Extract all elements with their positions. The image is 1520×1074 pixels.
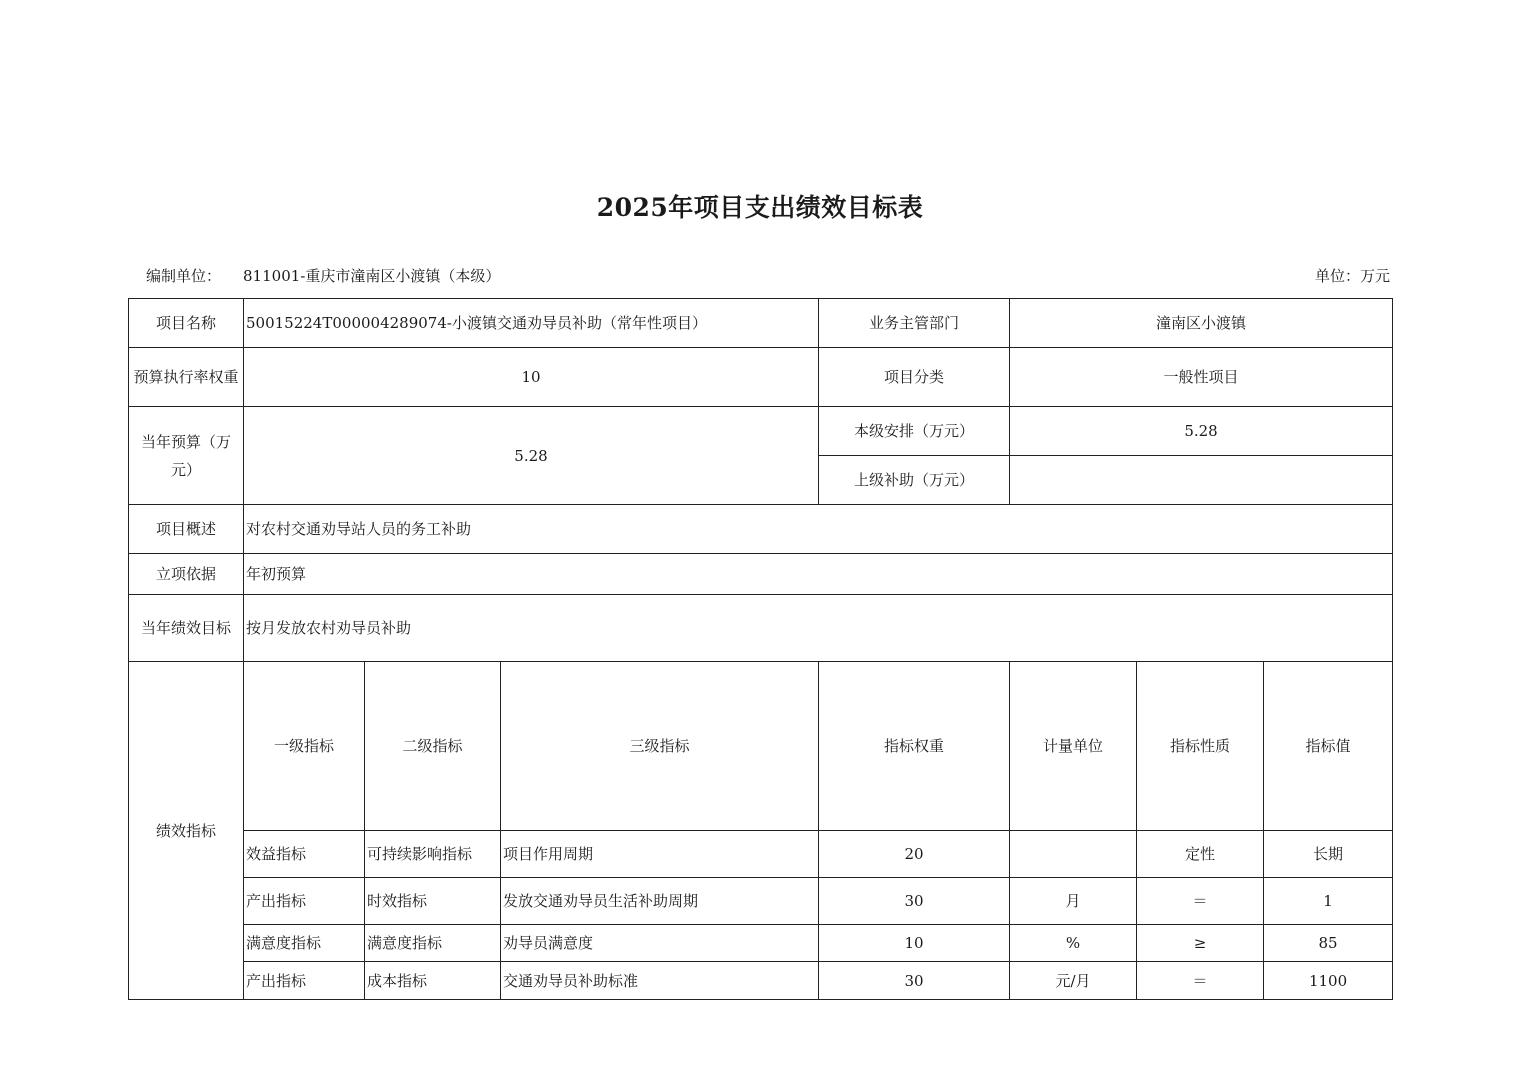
level1-cell: 满意度指标 <box>244 925 365 962</box>
level3-cell: 劝导员满意度 <box>501 925 819 962</box>
nature-cell: ＝ <box>1137 878 1264 925</box>
table-row <box>129 831 1393 878</box>
indicators-label: 绩效指标 <box>129 662 244 1000</box>
level1-cell: 效益指标 <box>244 831 365 878</box>
header-weight: 指标权重 <box>819 662 1010 831</box>
budget-value: 5.28 <box>244 407 819 505</box>
level2-cell: 满意度指标 <box>365 925 501 962</box>
weight-value: 10 <box>244 348 819 407</box>
overview-value: 对农村交通劝导站人员的务工补助 <box>244 505 1393 554</box>
page-title: 2025年项目支出绩效目标表 <box>596 193 924 222</box>
goal-label: 当年绩效目标 <box>129 595 244 662</box>
level1-cell: 产出指标 <box>244 878 365 925</box>
weight-cell: 20 <box>819 831 1010 878</box>
value-cell: 1100 <box>1264 962 1393 1000</box>
local-label: 本级安排（万元） <box>819 407 1010 456</box>
project-name-label: 项目名称 <box>129 299 244 348</box>
weight-cell: 30 <box>819 878 1010 925</box>
dept-label: 业务主管部门 <box>819 299 1010 348</box>
unit-cell <box>1010 831 1137 878</box>
value-cell: 85 <box>1264 925 1393 962</box>
row-weight <box>129 348 1393 407</box>
level2-cell: 时效指标 <box>365 878 501 925</box>
level3-cell: 交通劝导员补助标准 <box>501 962 819 1000</box>
header-value: 指标值 <box>1264 662 1393 831</box>
level2-cell: 成本指标 <box>365 962 501 1000</box>
level1-cell: 产出指标 <box>244 962 365 1000</box>
overview-label: 项目概述 <box>129 505 244 554</box>
row-project-name <box>129 299 1393 348</box>
goal-value: 按月发放农村劝导员补助 <box>244 595 1393 662</box>
currency-unit: 单位：万元 <box>1314 267 1390 285</box>
weight-cell: 30 <box>819 962 1010 1000</box>
level3-cell: 项目作用周期 <box>501 831 819 878</box>
nature-cell: ＝ <box>1137 962 1264 1000</box>
table-row <box>129 878 1393 925</box>
row-budget <box>129 407 1393 456</box>
dept-value: 潼南区小渡镇 <box>1010 299 1393 348</box>
weight-label: 预算执行率权重 <box>129 348 244 407</box>
header-level1: 一级指标 <box>244 662 365 831</box>
weight-cell: 10 <box>819 925 1010 962</box>
unit-cell: % <box>1010 925 1137 962</box>
header-unit: 计量单位 <box>1010 662 1137 831</box>
row-overview <box>129 505 1393 554</box>
row-basis <box>129 554 1393 595</box>
category-value: 一般性项目 <box>1010 348 1393 407</box>
budget-label: 当年预算（万元） <box>129 407 244 505</box>
compiling-unit <box>146 265 500 286</box>
basis-label: 立项依据 <box>129 554 244 595</box>
nature-cell: 定性 <box>1137 831 1264 878</box>
value-cell: 1 <box>1264 878 1393 925</box>
level3-cell: 发放交通劝导员生活补助周期 <box>501 878 819 925</box>
header-nature: 指标性质 <box>1137 662 1264 831</box>
header-level2: 二级指标 <box>365 662 501 831</box>
upper-value <box>1010 456 1393 505</box>
basis-value: 年初预算 <box>244 554 1393 595</box>
level2-cell: 可持续影响指标 <box>365 831 501 878</box>
performance-table <box>128 298 1393 1000</box>
value-cell: 长期 <box>1264 831 1393 878</box>
compiling-unit-value: 811001-重庆市潼南区小渡镇（本级） <box>243 267 501 285</box>
nature-cell: ≥ <box>1137 925 1264 962</box>
table-row <box>129 925 1393 962</box>
row-goal <box>129 595 1393 662</box>
project-name-value: 50015224T000004289074-小渡镇交通劝导员补助（常年性项目） <box>244 299 819 348</box>
table-row <box>129 962 1393 1000</box>
unit-cell: 元/月 <box>1010 962 1137 1000</box>
indicator-header-row <box>129 662 1393 831</box>
compiling-unit-label: 编制单位： <box>146 267 222 285</box>
unit-cell: 月 <box>1010 878 1137 925</box>
category-label: 项目分类 <box>819 348 1010 407</box>
header-level3: 三级指标 <box>501 662 819 831</box>
upper-label: 上级补助（万元） <box>819 456 1010 505</box>
local-value: 5.28 <box>1010 407 1393 456</box>
